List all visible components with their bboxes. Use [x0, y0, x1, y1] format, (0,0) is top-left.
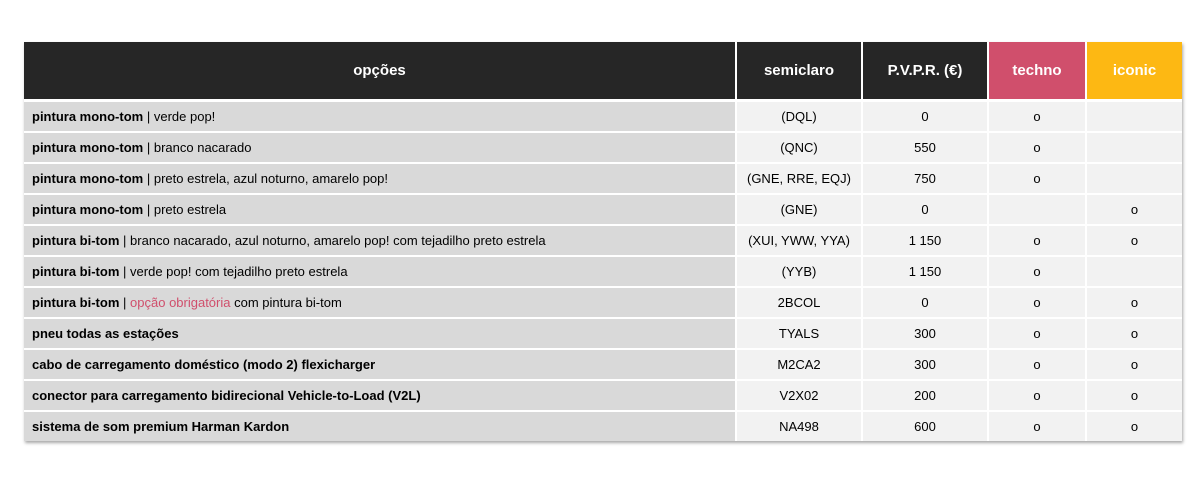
option-detail: verde pop! com tejadilho preto estrela [130, 264, 348, 279]
option-name: pintura mono-tom [32, 140, 144, 155]
header-code: semiclaro [736, 42, 862, 101]
iconic-availability-cell [1086, 132, 1182, 163]
header-price: P.V.P.R. (€) [862, 42, 988, 101]
option-name: pintura bi-tom [32, 295, 120, 310]
availability-mark: o [1033, 326, 1041, 341]
option-name: pintura mono-tom [32, 202, 144, 217]
table-row [24, 194, 1182, 225]
code-cell: (XUI, YWW, YYA) [736, 225, 862, 256]
code-cell: (QNC) [736, 132, 862, 163]
header-iconic: iconic [1086, 42, 1182, 101]
iconic-availability-cell [1086, 163, 1182, 194]
availability-mark: o [1130, 419, 1139, 434]
mandatory-option-note: opção obrigatória [130, 295, 231, 310]
option-detail: preto estrela [153, 202, 227, 217]
price-cell: 1 150 [862, 225, 988, 256]
price-cell: 0 [862, 101, 988, 133]
separator: | [146, 140, 151, 155]
code-cell: (YYB) [736, 256, 862, 287]
availability-mark: o [1033, 109, 1041, 124]
availability-mark: o [1130, 388, 1139, 403]
table-row [24, 411, 1182, 441]
table-body [24, 101, 1182, 442]
techno-availability-cell [988, 194, 1086, 225]
option-name: pintura mono-tom [32, 109, 144, 124]
option-cell [24, 132, 736, 163]
price-cell: 0 [862, 194, 988, 225]
availability-mark: o [1033, 388, 1041, 403]
code-cell: (GNE) [736, 194, 862, 225]
option-name: pintura mono-tom [32, 171, 144, 186]
option-name: pintura bi-tom [32, 233, 120, 248]
code-cell: M2CA2 [736, 349, 862, 380]
techno-availability-cell [988, 101, 1086, 133]
availability-mark: o [1033, 419, 1041, 434]
availability-mark: o [1033, 233, 1041, 248]
availability-mark: o [1033, 295, 1041, 310]
price-cell: 300 [862, 349, 988, 380]
option-cell [24, 194, 736, 225]
iconic-availability-cell [1086, 380, 1182, 411]
table-row [24, 318, 1182, 349]
availability-mark: o [1033, 357, 1041, 372]
code-cell: (DQL) [736, 101, 862, 133]
availability-mark: o [1130, 202, 1139, 217]
code-cell: TYALS [736, 318, 862, 349]
iconic-availability-cell [1086, 256, 1182, 287]
availability-mark: o [1130, 357, 1139, 372]
separator: | [123, 295, 127, 310]
techno-availability-cell [988, 349, 1086, 380]
header-row [24, 42, 1182, 101]
options-price-table-container [24, 42, 1182, 441]
iconic-availability-cell [1086, 349, 1182, 380]
table-row [24, 225, 1182, 256]
iconic-availability-cell [1086, 225, 1182, 256]
option-detail: branco nacarado [153, 140, 252, 155]
option-cell [24, 318, 736, 349]
techno-availability-cell [988, 132, 1086, 163]
price-cell: 0 [862, 287, 988, 318]
availability-mark: o [1130, 233, 1139, 248]
availability-mark: o [1033, 171, 1041, 186]
table-row [24, 380, 1182, 411]
availability-mark: o [1130, 295, 1139, 310]
option-name: cabo de carregamento doméstico (modo 2) flexicharger [32, 357, 376, 372]
techno-availability-cell [988, 380, 1086, 411]
availability-mark: o [1033, 264, 1041, 279]
option-detail: preto estrela, azul noturno, amarelo pop! [153, 171, 388, 186]
option-cell [24, 287, 736, 318]
option-cell [24, 256, 736, 287]
iconic-availability-cell [1086, 411, 1182, 441]
iconic-availability-cell [1086, 287, 1182, 318]
option-detail: verde pop! [153, 109, 216, 124]
option-cell [24, 101, 736, 133]
techno-availability-cell [988, 411, 1086, 441]
separator: | [146, 171, 151, 186]
table-row [24, 101, 1182, 133]
header-options: opções [24, 42, 736, 101]
iconic-availability-cell [1086, 318, 1182, 349]
techno-availability-cell [988, 225, 1086, 256]
table-row [24, 163, 1182, 194]
option-cell [24, 380, 736, 411]
iconic-availability-cell [1086, 194, 1182, 225]
option-cell [24, 411, 736, 441]
availability-mark: o [1130, 326, 1139, 341]
option-name: pneu todas as estações [32, 326, 179, 341]
code-cell: (GNE, RRE, EQJ) [736, 163, 862, 194]
option-cell [24, 349, 736, 380]
code-cell: V2X02 [736, 380, 862, 411]
techno-availability-cell [988, 256, 1086, 287]
table-row [24, 287, 1182, 318]
techno-availability-cell [988, 287, 1086, 318]
option-cell [24, 225, 736, 256]
separator: | [146, 202, 151, 217]
code-cell: 2BCOL [736, 287, 862, 318]
table-header [24, 42, 1182, 101]
price-cell: 300 [862, 318, 988, 349]
table-row [24, 349, 1182, 380]
option-name: sistema de som premium Harman Kardon [32, 419, 290, 434]
separator: | [123, 233, 127, 248]
header-techno: techno [988, 42, 1086, 101]
table-row [24, 132, 1182, 163]
price-cell: 750 [862, 163, 988, 194]
option-name: conector para carregamento bidirecional Vehicle-to-Load (V2L) [32, 388, 421, 403]
option-name: pintura bi-tom [32, 264, 120, 279]
option-detail: branco nacarado, azul noturno, amarelo pop! com tejadilho preto estrela [130, 233, 546, 248]
code-cell: NA498 [736, 411, 862, 441]
separator: | [146, 109, 151, 124]
separator: | [123, 264, 127, 279]
option-detail: com pintura bi-tom [234, 295, 342, 310]
techno-availability-cell [988, 163, 1086, 194]
table-row [24, 256, 1182, 287]
options-price-table [24, 42, 1182, 441]
price-cell: 1 150 [862, 256, 988, 287]
iconic-availability-cell [1086, 101, 1182, 133]
price-cell: 200 [862, 380, 988, 411]
availability-mark: o [1033, 140, 1041, 155]
price-cell: 600 [862, 411, 988, 441]
price-cell: 550 [862, 132, 988, 163]
option-cell [24, 163, 736, 194]
techno-availability-cell [988, 318, 1086, 349]
